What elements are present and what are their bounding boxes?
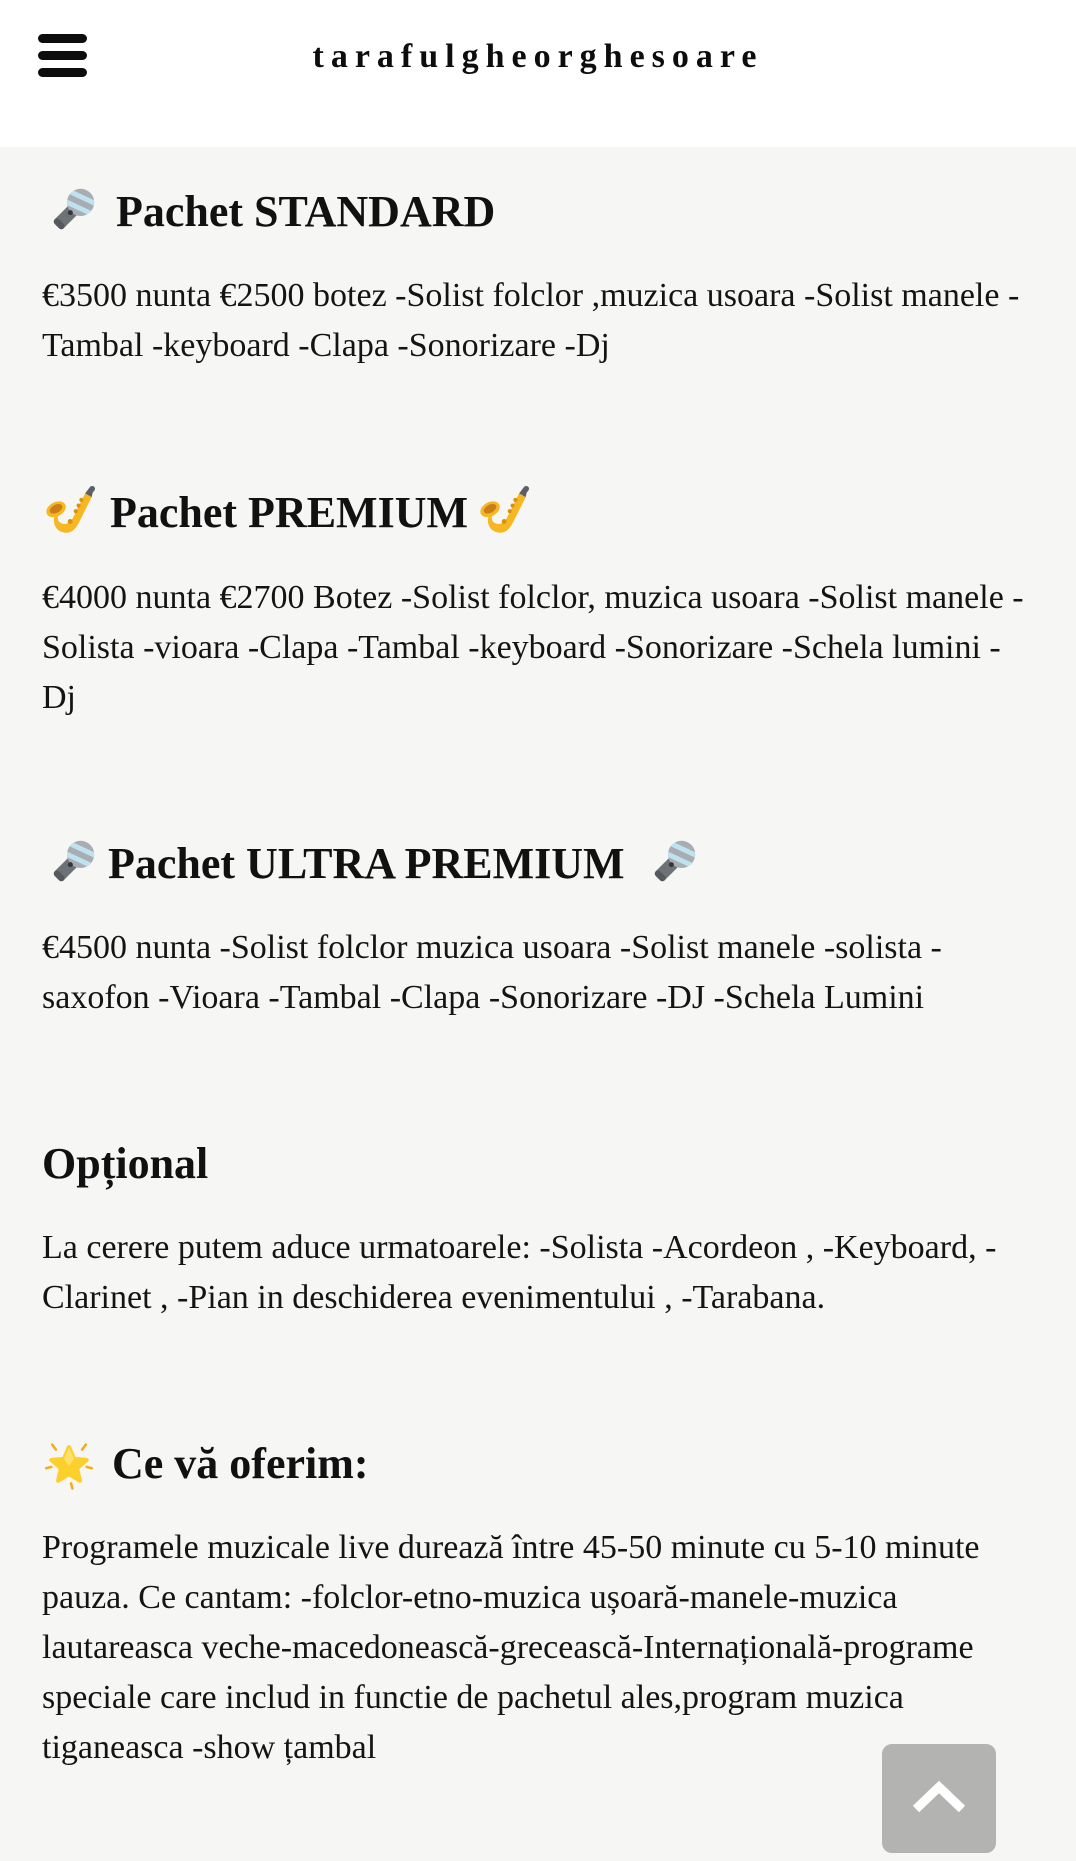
section-body: €4000 nunta €2700 Botez -Solist folclor, muzica usoara -Solist manele -Solista -vioara -Clapa -Tambal -keyboard -Sonorizare -Schela lumini -Dj [42, 579, 1024, 716]
section-body: Programele muzicale live durează între 45-50 minute cu 5-10 minute pauza. Ce cantam: -folclor-etno-muzica ușoară-manele-muzica lautareasca veche-macedonească-grecească-Internațională-programe speciale care includ in functie de pachetul ales,program muzica tiganeasca -show țambal [42, 1529, 980, 1766]
section-title [42, 483, 1034, 543]
content [0, 147, 1076, 1773]
section-ce-va-oferim [42, 1435, 1034, 1773]
section-title [42, 1135, 1034, 1193]
hamburger-icon [38, 34, 87, 43]
hamburger-icon [38, 51, 87, 60]
section-title-text: Pachet ULTRA PREMIUM [108, 839, 625, 888]
section-optional [42, 1135, 1034, 1323]
saxophone-icon [476, 483, 536, 543]
microphone-icon [42, 835, 100, 893]
section-body: La cerere putem aduce urmatoarele: -Solista -Acordeon , -Keyboard, -Clarinet , -Pian in deschiderea evenimentului , -Tarabana. [42, 1229, 997, 1316]
menu-button[interactable] [38, 34, 87, 77]
site-title[interactable]: tarafulgheorghesoare [312, 37, 764, 75]
hamburger-icon [38, 68, 87, 77]
chevron-up-icon [882, 1744, 996, 1853]
saxophone-icon [42, 483, 102, 543]
section-title-text: Ce vă oferim: [112, 1439, 369, 1488]
section-title-text: Pachet PREMIUM [110, 488, 469, 537]
section-title [42, 835, 1034, 893]
section-pachet-premium [42, 483, 1034, 723]
star-icon [42, 1437, 96, 1491]
microphone-icon [643, 835, 701, 893]
section-pachet-ultra-premium [42, 835, 1034, 1023]
section-title-text: Pachet STANDARD [116, 187, 496, 236]
section-title-text: Opțional [42, 1139, 209, 1188]
section-body: €3500 nunta €2500 botez -Solist folclor ,muzica usoara -Solist manele -Tambal -keyboard -Clapa -Sonorizare -Dj [42, 277, 1020, 364]
section-title [42, 1435, 1034, 1493]
scroll-to-top-button[interactable] [882, 1744, 996, 1853]
section-pachet-standard [42, 183, 1034, 371]
site-header [0, 0, 1076, 147]
section-title [42, 183, 1034, 241]
microphone-icon [42, 183, 100, 241]
section-body: €4500 nunta -Solist folclor muzica usoara -Solist manele -solista -saxofon -Vioara -Tambal -Clapa -Sonorizare -DJ -Schela Lumini [42, 929, 942, 1016]
